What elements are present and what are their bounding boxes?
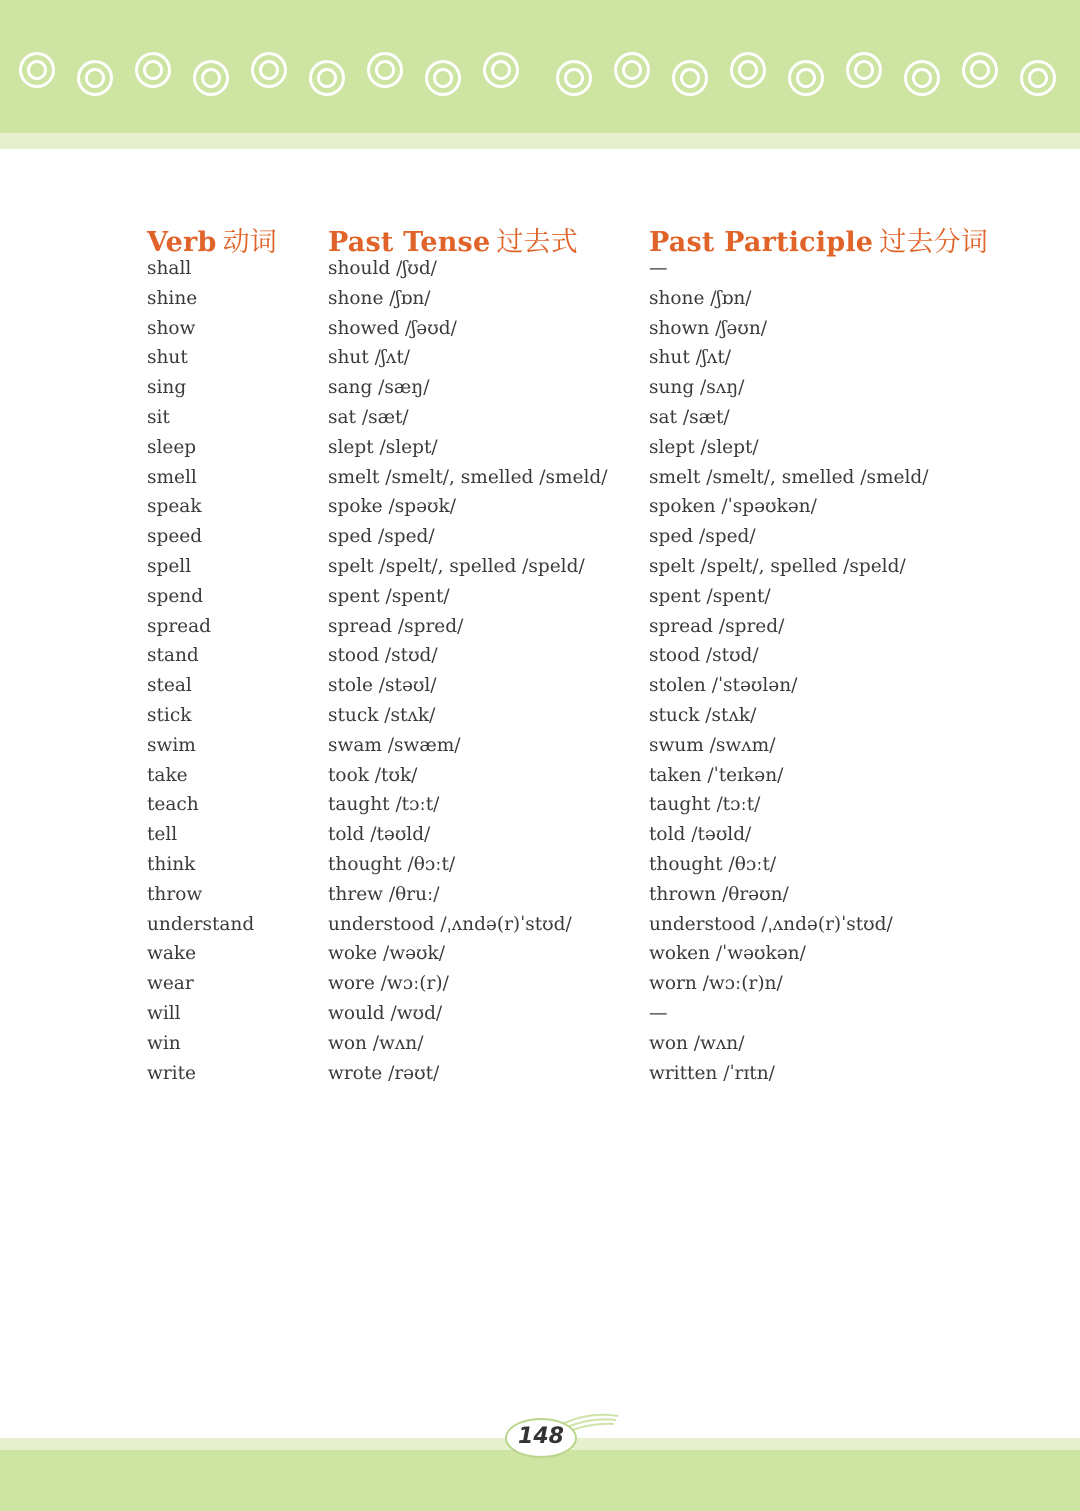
verb-cell: swim [147,734,196,756]
table-row [0,288,1080,318]
header-band [0,0,1080,133]
table-row [0,437,1080,467]
table-row [0,467,1080,497]
ring-ornament-icon [425,60,461,96]
past-tense-cell: understood /ˌʌndə(r)ˈstʊd/ [328,913,572,935]
ring-ornament-icon [193,60,229,96]
past-participle-cell: thrown /θrəʊn/ [649,883,789,905]
past-tense-cell: won /wʌn/ [328,1032,424,1054]
past-tense-cell: spread /spred/ [328,615,464,637]
page-number: 148 [518,1424,564,1449]
verb-cell: smell [147,466,197,488]
past-participle-cell: shown /ʃəʊn/ [649,317,768,339]
ring-ornament-icon [367,52,403,88]
past-participle-heading-zh: 过去分词 [879,227,988,258]
past-tense-cell: told /təʊld/ [328,824,431,846]
past-participle-cell: worn /wɔː(r)n/ [649,973,783,995]
table-row [0,1063,1080,1093]
table-row [0,824,1080,854]
verb-cell: sleep [147,436,197,458]
ring-ornament-icon [77,60,113,96]
table-row [0,735,1080,765]
verb-cell: sit [147,407,170,428]
past-participle-heading [649,220,988,259]
past-participle-cell: understood /ˌʌndə(r)ˈstʊd/ [649,913,893,935]
table-row [0,914,1080,944]
table-row [0,496,1080,526]
ring-ornament-icon [672,60,708,96]
verb-cell: shall [147,258,192,279]
past-tense-cell: shut /ʃʌt/ [328,347,411,369]
verb-cell: shut [147,347,188,369]
ring-ornament-icon [614,52,650,88]
table-row [0,347,1080,377]
past-participle-cell: spelt /spelt/, spelled /speld/ [649,556,906,577]
past-participle-cell: spent /spent/ [649,585,771,607]
verb-cell: spend [147,585,204,607]
past-participle-cell: shone /ʃɒn/ [649,287,752,309]
ring-ornament-icon [135,52,171,88]
verb-cell: spell [147,556,192,577]
verb-cell: throw [147,883,203,905]
ring-ornament-icon [1020,60,1056,96]
verb-cell: spread [147,615,212,637]
header-stripe [0,133,1080,149]
past-participle-cell: sped /sped/ [649,526,756,548]
past-participle-cell: won /wʌn/ [649,1032,745,1054]
past-participle-cell: stolen /ˈstəʊlən/ [649,675,798,697]
verb-heading-zh: 动词 [222,227,277,258]
past-participle-cell: shut /ʃʌt/ [649,347,732,369]
verb-cell: speed [147,526,203,548]
past-participle-cell: smelt /smelt/, smelled /smeld/ [649,466,929,488]
past-tense-cell: slept /slept/ [328,436,438,458]
past-tense-cell: wore /wɔː(r)/ [328,973,449,995]
table-row [0,586,1080,616]
past-tense-cell: taught /tɔːt/ [328,794,440,816]
past-participle-cell: stuck /stʌk/ [649,705,757,726]
past-participle-cell: woken /ˈwəʊkən/ [649,943,806,965]
verb-cell: speak [147,496,202,518]
ring-ornament-icon [846,52,882,88]
past-tense-cell: sang /sæŋ/ [328,377,430,399]
past-tense-cell: swam /swæm/ [328,734,461,756]
table-row [0,943,1080,973]
verb-heading-en: Verb [147,227,217,258]
past-tense-cell: woke /wəʊk/ [328,943,445,965]
past-tense-cell: spoke /spəʊk/ [328,496,456,518]
past-tense-cell: spent /spent/ [328,585,450,607]
table-row [0,973,1080,1003]
past-tense-cell: smelt /smelt/, smelled /smeld/ [328,466,608,488]
ring-ornament-icon [483,52,519,88]
verb-cell: show [147,317,196,339]
verb-cell: stand [147,645,199,667]
verb-cell: understand [147,913,255,935]
ring-ornament-icon [904,60,940,96]
past-tense-cell: sped /sped/ [328,526,435,548]
table-row [0,318,1080,348]
table-row [0,705,1080,735]
ring-ornament-icon [309,60,345,96]
past-tense-cell: shone /ʃɒn/ [328,287,431,309]
past-participle-cell: written /ˈrɪtn/ [649,1062,775,1084]
table-row [0,258,1080,288]
ring-ornament-icon [19,52,55,88]
table-row [0,377,1080,407]
past-participle-cell: told /təʊld/ [649,824,752,846]
verb-cell: wake [147,943,197,965]
verb-heading [147,220,277,259]
verb-cell: sing [147,377,187,399]
past-tense-cell: wrote /rəʊt/ [328,1062,440,1084]
ring-ornament-icon [251,52,287,88]
past-participle-cell: — [649,258,668,279]
verb-cell: wear [147,973,194,995]
past-participle-cell: taught /tɔːt/ [649,794,761,816]
verb-cell: teach [147,794,199,816]
verb-cell: win [147,1032,181,1054]
past-tense-cell: sat /sæt/ [328,407,409,428]
past-participle-cell: — [649,1003,668,1024]
verb-cell: tell [147,824,178,846]
table-row [0,1003,1080,1033]
past-tense-cell: threw /θruː/ [328,883,440,905]
past-participle-cell: thought /θɔːt/ [649,854,777,875]
past-tense-cell: stole /stəʊl/ [328,675,437,697]
table-row [0,765,1080,795]
past-tense-cell: thought /θɔːt/ [328,854,456,875]
past-tense-cell: stuck /stʌk/ [328,705,436,726]
past-tense-heading-en: Past Tense [328,227,491,258]
verb-cell: steal [147,675,192,697]
table-row [0,645,1080,675]
past-participle-cell: slept /slept/ [649,436,759,458]
past-participle-cell: sung /sʌŋ/ [649,377,745,399]
past-participle-cell: spread /spred/ [649,615,785,637]
past-tense-cell: showed /ʃəʊd/ [328,317,457,339]
table-row [0,794,1080,824]
verb-cell: think [147,854,196,875]
past-tense-heading [328,220,578,259]
past-tense-cell: spelt /spelt/, spelled /speld/ [328,556,585,577]
past-tense-cell: would /wʊd/ [328,1003,443,1024]
table-row [0,556,1080,586]
ring-ornament-icon [962,52,998,88]
ring-ornament-icon [788,60,824,96]
past-tense-heading-zh: 过去式 [496,227,578,258]
past-participle-cell: spoken /ˈspəʊkən/ [649,496,817,518]
past-tense-cell: stood /stʊd/ [328,645,438,667]
past-participle-cell: swum /swʌm/ [649,734,776,756]
table-row [0,884,1080,914]
past-tense-cell: took /tʊk/ [328,764,418,786]
footer-band [0,1450,1080,1511]
table-row [0,407,1080,437]
ring-ornament-icon [556,60,592,96]
table-row [0,1033,1080,1063]
past-participle-cell: sat /sæt/ [649,407,730,428]
verb-cell: stick [147,705,192,726]
past-participle-cell: taken /ˈteɪkən/ [649,764,784,786]
table-row [0,675,1080,705]
verb-cell: write [147,1062,196,1084]
ring-ornament-icon [730,52,766,88]
past-participle-heading-en: Past Participle [649,227,874,258]
verb-cell: take [147,764,188,786]
table-row [0,526,1080,556]
verb-cell: will [147,1003,181,1024]
past-tense-cell: should /ʃʊd/ [328,258,437,279]
table-row [0,854,1080,884]
verb-cell: shine [147,287,198,309]
past-participle-cell: stood /stʊd/ [649,645,759,667]
table-row [0,616,1080,646]
